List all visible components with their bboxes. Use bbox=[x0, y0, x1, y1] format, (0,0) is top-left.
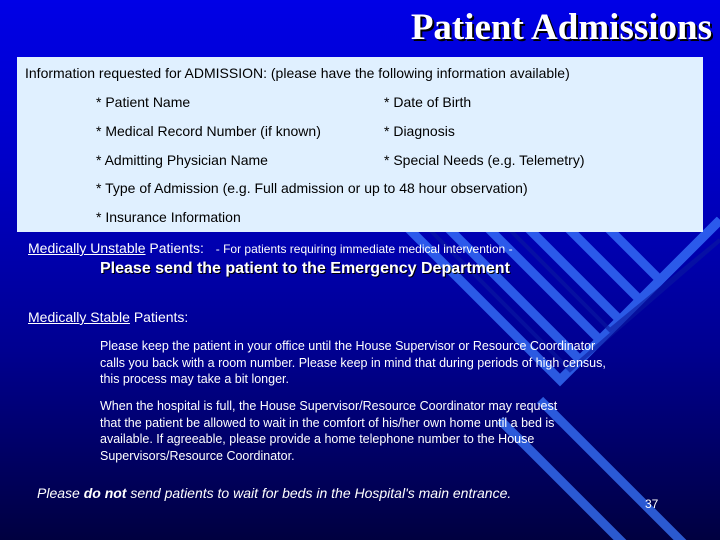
req-type-of-admission: * Type of Admission (e.g. Full admission or up to 48 hour observation) bbox=[96, 180, 528, 196]
stable-paragraph-2: When the hospital is full, the House Supervisor/Resource Coordinator may request that the patient be allowed to wait in the comfort of his/her own home until a bed is available. If agreeable, please provide a home telephone number to the House Supervisors/Resource Coordinator. bbox=[100, 399, 558, 463]
unstable-note: - For patients requiring immediate medical intervention - bbox=[215, 242, 513, 256]
footer-note bbox=[37, 485, 511, 501]
unstable-label-rest: Patients: bbox=[145, 240, 204, 256]
req-medical-record-number: * Medical Record Number (if known) bbox=[96, 123, 321, 139]
unstable-label: Medically Unstable bbox=[28, 240, 146, 256]
footer-note-emphasis: do not bbox=[83, 485, 127, 501]
footer-note-before: Please bbox=[37, 485, 84, 501]
admission-info-heading-rest: : (please have the following information available) bbox=[263, 65, 570, 81]
unstable-instruction: Please send the patient to the Emergency Department bbox=[100, 260, 510, 277]
footer-note-after: send patients to wait for beds in the Hospital's main entrance. bbox=[126, 485, 512, 501]
req-date-of-birth: * Date of Birth bbox=[384, 94, 472, 110]
stable-heading bbox=[28, 309, 188, 325]
req-insurance-information: * Insurance Information bbox=[96, 209, 241, 225]
stable-label-rest: Patients: bbox=[129, 309, 189, 325]
stable-paragraph-1: Please keep the patient in your office until the House Supervisor or Resource Coordinator calls you back with a room number. Please keep in mind that during periods of high census, this process may take a bit longer. bbox=[100, 339, 606, 386]
req-admitting-physician: * Admitting Physician Name bbox=[96, 152, 268, 168]
admission-info-heading bbox=[25, 65, 570, 81]
unstable-heading bbox=[28, 240, 513, 256]
req-special-needs: * Special Needs (e.g. Telemetry) bbox=[384, 152, 585, 168]
admission-info-box bbox=[17, 57, 703, 232]
req-diagnosis: * Diagnosis bbox=[384, 123, 455, 139]
req-patient-name: * Patient Name bbox=[96, 94, 191, 110]
admission-info-heading-main: Information requested for ADMISSION bbox=[25, 65, 264, 81]
stable-label: Medically Stable bbox=[28, 309, 130, 325]
page-number: 37 bbox=[645, 497, 659, 511]
slide-title: Patient Admissions bbox=[410, 7, 712, 48]
